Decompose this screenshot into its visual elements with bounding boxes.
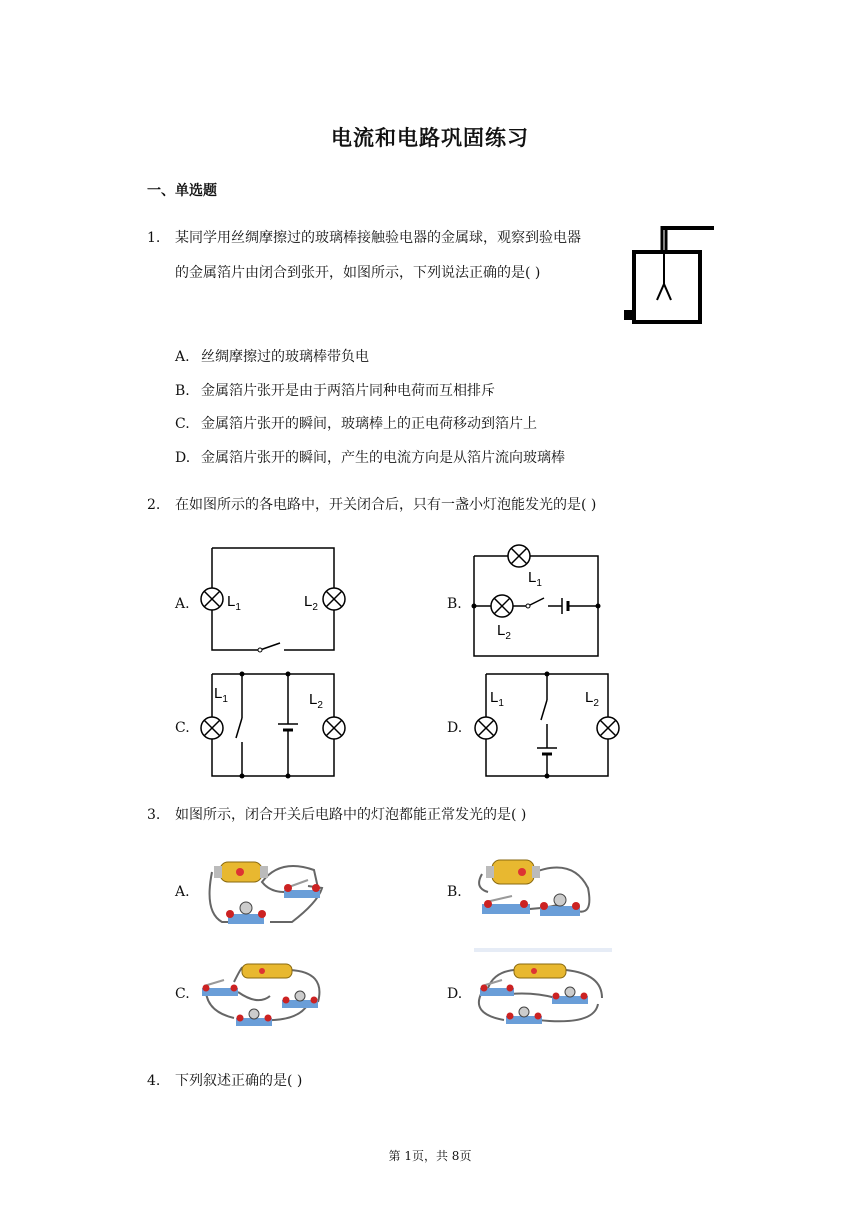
- circuit-photo-c: [198, 952, 328, 1032]
- question-2-option-c-label[interactable]: C.: [175, 720, 190, 736]
- lamp-label-l2: $L_2$: [304, 593, 318, 613]
- electroscope-figure: [622, 222, 718, 328]
- question-3-option-a-label[interactable]: A.: [175, 884, 190, 900]
- circuit-photo-a: [200, 852, 332, 932]
- lamp-label-l1: $L_1$: [214, 685, 228, 705]
- circuit-diagram-a: [196, 544, 356, 656]
- lamp-label-l2: $L_2$: [585, 689, 599, 709]
- lamp-label-l1: $L_1$: [490, 689, 504, 709]
- question-1-line-1: 某同学用丝绸摩擦过的玻璃棒接触验电器的金属球，观察到验电器: [175, 230, 581, 246]
- lamp-label-l2: $L_2$: [497, 622, 511, 642]
- question-1-option-a[interactable]: A. 丝绸摩擦过的玻璃棒带负电: [175, 349, 369, 365]
- circuit-photo-d: [474, 948, 612, 1032]
- question-4-number: 4.: [147, 1073, 161, 1089]
- section-heading: 一、单选题: [147, 183, 217, 199]
- question-4-text: 下列叙述正确的是( ): [175, 1073, 303, 1089]
- question-3-option-c-label[interactable]: C.: [175, 986, 190, 1002]
- lamp-label-l1: $L_1$: [528, 569, 542, 589]
- question-2-option-b-label[interactable]: B.: [447, 596, 462, 612]
- question-1-option-c[interactable]: C. 金属箔片张开的瞬间，玻璃棒上的正电荷移动到箔片上: [175, 416, 537, 432]
- lamp-label-l1: $L_1$: [227, 593, 241, 613]
- question-2-text: 在如图所示的各电路中，开关闭合后，只有一盏小灯泡能发光的是( ): [175, 497, 597, 513]
- question-1-option-b[interactable]: B. 金属箔片张开是由于两箔片同种电荷而互相排斥: [175, 383, 495, 399]
- question-1-option-d[interactable]: D. 金属箔片张开的瞬间，产生的电流方向是从箔片流向玻璃棒: [175, 450, 565, 466]
- lamp-label-l2: $L_2$: [309, 691, 323, 711]
- question-2-option-a-label[interactable]: A.: [175, 596, 190, 612]
- question-3-option-b-label[interactable]: B.: [447, 884, 462, 900]
- circuit-diagram-c: [196, 668, 356, 780]
- circuit-diagram-d: [472, 668, 632, 780]
- question-2-option-d-label[interactable]: D.: [447, 720, 463, 736]
- question-1-line-2: 的金属箔片由闭合到张开，如图所示，下列说法正确的是( ): [175, 265, 541, 281]
- circuit-photo-b: [472, 848, 594, 932]
- page-title: 电流和电路巩固练习: [331, 125, 529, 150]
- page-footer: 第 1页，共 8页: [388, 1149, 472, 1163]
- question-3-option-d-label[interactable]: D.: [447, 986, 463, 1002]
- question-3-number: 3.: [147, 807, 161, 823]
- question-3-text: 如图所示，闭合开关后电路中的灯泡都能正常发光的是( ): [175, 807, 527, 823]
- question-1-number: 1.: [147, 230, 161, 246]
- circuit-diagram-b: [468, 540, 608, 664]
- question-2-number: 2.: [147, 497, 161, 513]
